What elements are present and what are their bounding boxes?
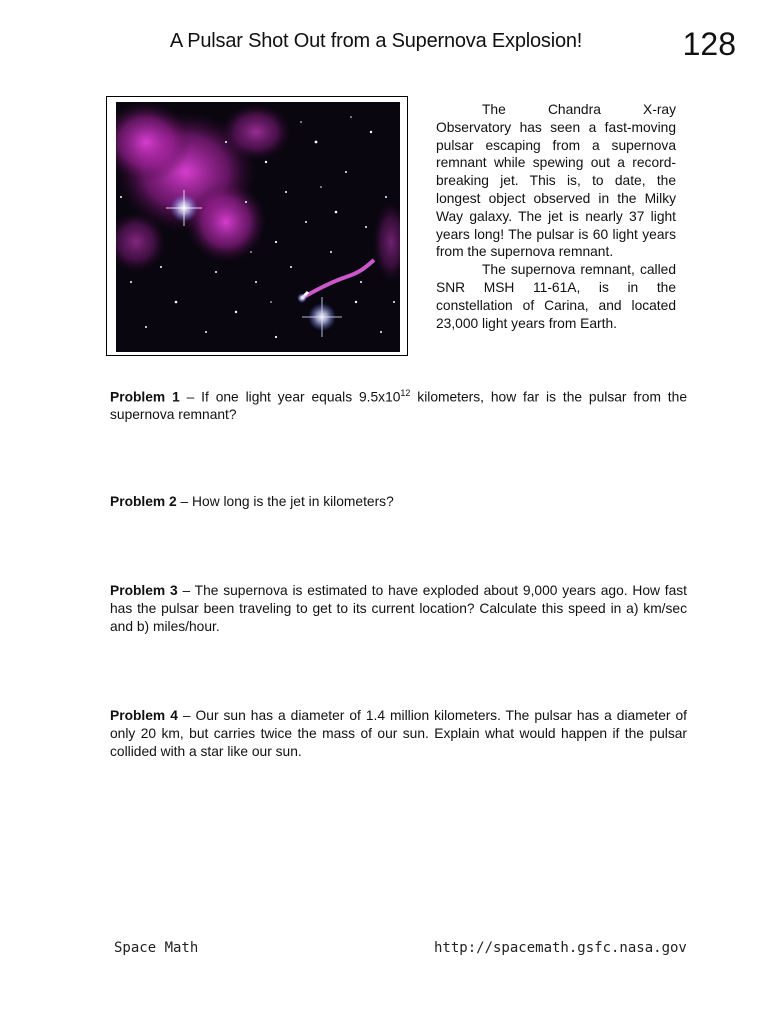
intro-paragraph-2: The supernova remnant, called SNR MSH 11-61A, is in the constellation of Carina, and located 23,000 light years from Earth.	[436, 262, 676, 331]
problem-label: Problem 2	[110, 494, 177, 509]
problem-2	[110, 493, 687, 511]
problem-label: Problem 3	[110, 583, 178, 598]
pulsar-nebula-image	[116, 102, 400, 352]
footer-left: Space Math	[114, 940, 199, 956]
page-number: 128	[682, 26, 736, 62]
intro-paragraph-1: The Chandra X-ray Observatory has seen a fast-moving pulsar escaping from a supernova remnant while spewing out a record-breaking jet. This is, to date, the longest object observed in the Milky Way galaxy. The jet is nearly 37 light years long! The pulsar is 60 light years from the supernova remnant.	[436, 102, 676, 260]
problem-text: – How long is the jet in kilometers?	[176, 494, 394, 509]
problem-4	[110, 707, 687, 760]
problem-label: Problem 1	[110, 389, 180, 405]
footer-url[interactable]: http://spacemath.gsfc.nasa.gov	[434, 940, 687, 956]
problem-superscript: 12	[400, 388, 411, 398]
problem-text: – The supernova is estimated to have exploded about 9,000 years ago. How fast has the pulsar been traveling to get to its current location? Calculate this speed in a) km/sec and b) miles/hour.	[110, 583, 687, 634]
problem-text: – Our sun has a diameter of 1.4 million kilometers. The pulsar has a diameter of only 20 km, but carries twice the mass of our sun. Explain what would happen if the pulsar collided with a star like our sun.	[110, 708, 687, 759]
problem-text: – If one light year equals 9.5x10	[179, 389, 401, 405]
intro-text	[436, 101, 676, 332]
page-title: A Pulsar Shot Out from a Supernova Explosion!	[169, 30, 583, 52]
problem-3	[110, 582, 687, 635]
pulsar-image-frame	[106, 96, 408, 356]
problem-1	[110, 385, 687, 424]
problem-text: kilometers, how far is the pulsar from the supernova remnant?	[110, 389, 687, 423]
problem-label: Problem 4	[110, 708, 178, 723]
